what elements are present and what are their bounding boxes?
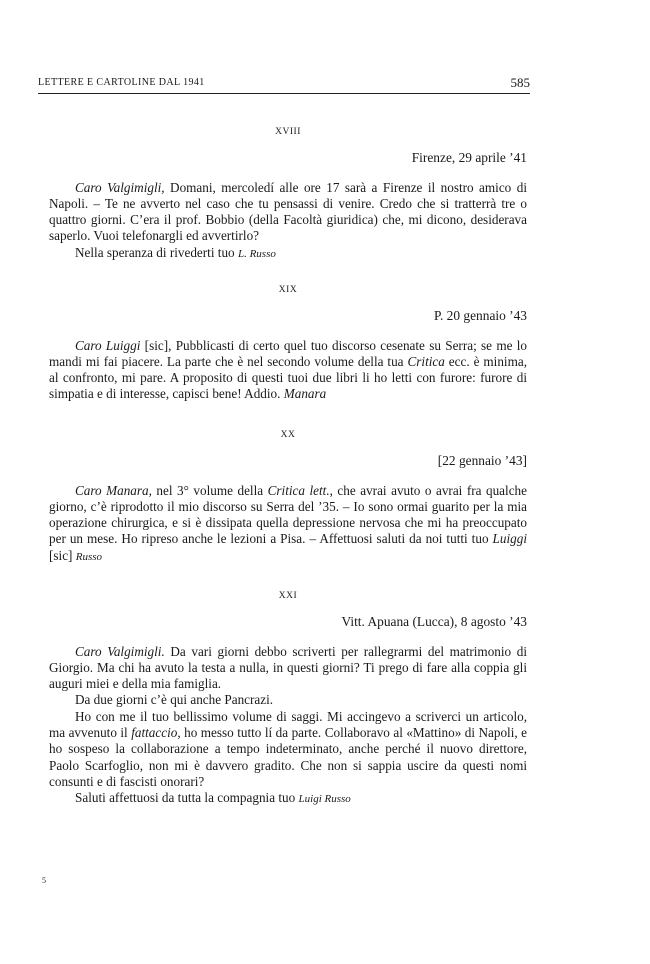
letter-closing: Saluti affettuosi da tutta la compagnia tuo Luigi Russo [75, 790, 351, 806]
letter-paragraph: Caro Valgimigli. Da vari giorni debbo scriverti per rallegrarmi del matrimonio di Giorgio. Ma chi ha avuto la testa a nulla, in questi giorni? Ti prego di fare alla coppia gli auguri miei e della mia famiglia. [49, 643, 528, 692]
letter-paragraph: Caro Valgimigli, Domani, mercoledí alle ore 17 sarà a Firenze il nostro amico di Napoli. – Te ne avverto nel caso che tu pensassi di venire. Credo che si tratterrà tre o quattro giorni. C’era il prof. Bobbio (della Facoltà giuridica) che, mi dicono, desiderava saperlo. Vuoi telefonargli ed avvertirlo? [49, 179, 527, 244]
salutation: Caro Valgimigli. [75, 643, 165, 659]
letter-xxi [49, 588, 527, 808]
letter-dateline: P. 20 gennaio ’43 [434, 308, 527, 324]
running-head [38, 77, 530, 94]
signature: Luigi Russo [298, 793, 351, 806]
signature: Manara [283, 386, 327, 402]
name: Luiggi [492, 531, 527, 547]
letter-paragraph: Caro Luiggi [sic], Pubblicasti di certo quel tuo discorso cesenate su Serra; se me lo mandi mi fai piacere. La parte che è nel secondo volume della tua Critica ecc. è minima, al confronto, mi pare. A proposito di questi tuoi due libri li ho letti con furore: furore di simpatia e di interesse, capisci bene! Addio. Manara [49, 337, 527, 402]
salutation: Caro Luiggi [75, 337, 141, 353]
work-title: Critica [407, 353, 445, 369]
letter-closing: Nella speranza di rivederti tuo L. Russo [75, 244, 276, 260]
work-title: Critica lett. [267, 482, 330, 498]
salutation: Caro Manara, [75, 482, 152, 498]
letter-dateline: [22 gennaio ’43] [437, 453, 527, 469]
running-head-title: LETTERE E CARTOLINE DAL 1941 [38, 77, 205, 88]
salutation: Caro Valgimigli, [75, 179, 165, 195]
footer-mark: 5 [42, 876, 46, 885]
letter-numeral: XX [280, 430, 296, 440]
letter-xx [49, 427, 527, 565]
letter-numeral: XXI [278, 591, 298, 601]
letter-paragraph: Ho con me il tuo bellissimo volume di saggi. Mi accingevo a scriverci un articolo, ma avvenuto il fattaccio, ho messo tutto lí da parte. Collaboravo al «Mattino» di Napoli, e ho sospeso la collaborazione a tempo indeterminato, anche perché il nuovo direttore, Paolo Scarfoglio, non mi è davvero gradito. Che non si sappia uscire da questi nomi consunti e di fascisti onorari? [49, 708, 527, 789]
letter-dateline: Vitt. Apuana (Lucca), 8 agosto ’43 [341, 614, 527, 630]
letter-paragraph: Caro Manara, nel 3° volume della Critica lett., che avrai avuto o avrai fra qualche giorno, c’è riprodotto il mio discorso su Serra del ’35. – Io sono ormai guarito per la mia operazione chirurgica, e si è dissipata quella depressione nervosa che mi ha preoccupato per un mese. Ho ripreso anche le lezioni a Pisa. – Affettuosi saluti da noi tutti tuo Luiggi [sic] Russo [49, 482, 527, 563]
emphasis: fattaccio [131, 725, 178, 741]
signature: L. Russo [237, 247, 276, 260]
letter-numeral: XVIII [275, 127, 301, 137]
letter-numeral: XIX [278, 285, 298, 295]
letter-dateline: Firenze, 29 aprile ’41 [411, 150, 527, 166]
letter-paragraph: Da due giorni c’è qui anche Pancrazi. [75, 692, 274, 708]
letter-xviii [49, 124, 527, 262]
signature: Russo [75, 550, 103, 563]
letter-xix [49, 282, 527, 403]
page-number: 585 [510, 75, 530, 90]
